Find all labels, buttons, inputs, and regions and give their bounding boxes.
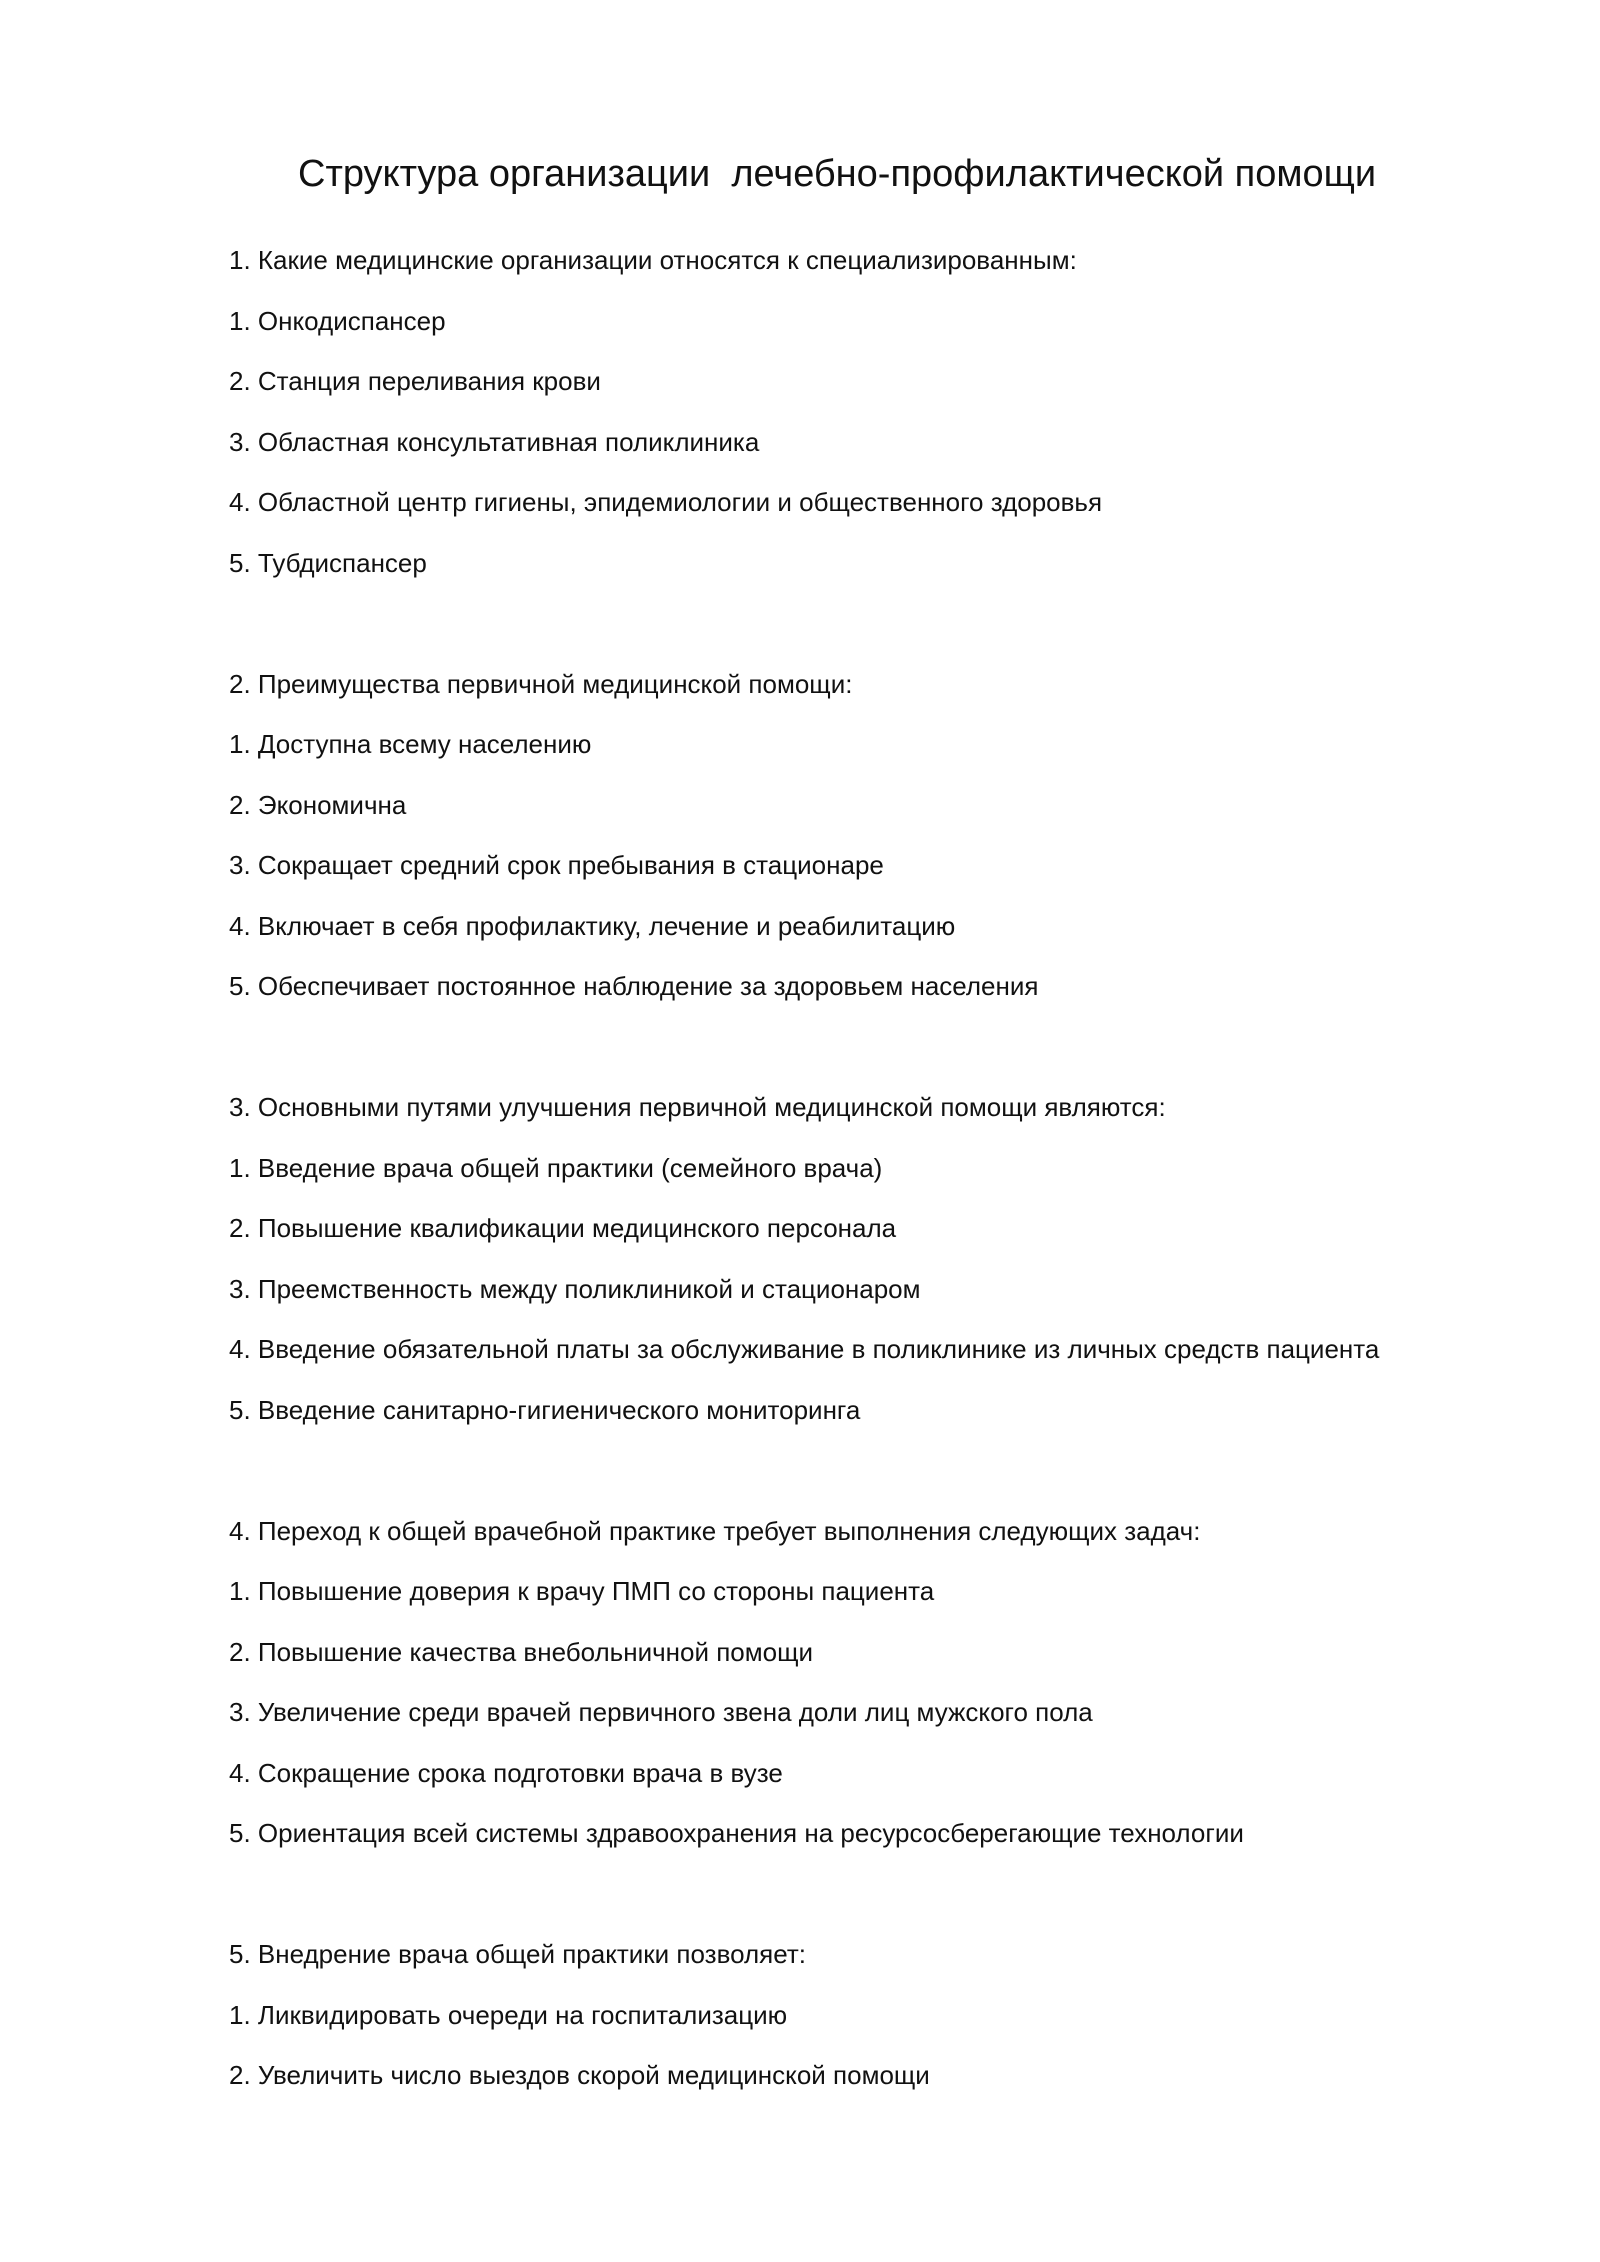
answer-option: 5. Ориентация всей системы здравоохранения на ресурсосберегающие технологии — [229, 1818, 1244, 1848]
question-text: 1. Какие медицинские организации относятся к специализированным: — [229, 245, 1077, 275]
answer-option: 5. Тубдиспансер — [229, 547, 427, 578]
answer-option: 1. Введение врача общей практики (семейного врача) — [229, 1152, 883, 1183]
answer-option: 1. Повышение доверия к врачу ПМП со стороны пациента — [229, 1576, 935, 1606]
question-block — [229, 654, 1559, 1017]
answer-option: 3. Преемственность между поликлиникой и стационаром — [229, 1273, 921, 1304]
answer-option: 4. Введение обязательной платы за обслуживание в поликлинике из личных средств пациента — [229, 1334, 1380, 1364]
question-text: 4. Переход к общей врачебной практике требует выполнения следующих задач: — [229, 1515, 1201, 1546]
answer-option: 1. Доступна всему населению — [229, 729, 592, 759]
page-title: Структура организации лечебно-профилактической помощи — [298, 153, 1377, 195]
answer-option: 2. Увеличить число выездов скорой медицинской помощи — [229, 2060, 930, 2090]
question-block — [229, 230, 1559, 593]
answer-option: 4. Областной центр гигиены, эпидемиологии и общественного здоровья — [229, 487, 1103, 517]
answer-option: 4. Сокращение срока подготовки врача в вузе — [229, 1757, 783, 1788]
question-block — [229, 1077, 1559, 1440]
answer-option: 4. Включает в себя профилактику, лечение и реабилитацию — [229, 910, 956, 941]
answer-option: 3. Областная консультативная поликлиника — [229, 426, 760, 457]
question-text: 5. Внедрение врача общей практики позволяет: — [229, 1939, 806, 1969]
answer-option: 3. Увеличение среди врачей первичного звена доли лиц мужского пола — [229, 1697, 1093, 1727]
answer-option: 2. Станция переливания крови — [229, 366, 601, 396]
answer-option: 1. Онкодиспансер — [229, 305, 446, 336]
question-block — [229, 1501, 1559, 1864]
answer-option: 5. Обеспечивает постоянное наблюдение за здоровьем населения — [229, 971, 1039, 1001]
question-block — [229, 1924, 1559, 2106]
question-text: 3. Основными путями улучшения первичной медицинской помощи являются: — [229, 1092, 1166, 1122]
answer-option: 1. Ликвидировать очереди на госпитализацию — [229, 1999, 788, 2030]
answer-option: 2. Повышение квалификации медицинского персонала — [229, 1213, 897, 1243]
answer-option: 2. Повышение качества внебольничной помощи — [229, 1636, 814, 1667]
question-list — [229, 230, 1559, 2166]
answer-option: 5. Введение санитарно-гигиенического мониторинга — [229, 1394, 861, 1425]
question-text: 2. Преимущества первичной медицинской помощи: — [229, 668, 853, 699]
answer-option: 3. Сокращает средний срок пребывания в стационаре — [229, 850, 884, 880]
answer-option: 2. Экономична — [229, 789, 407, 820]
